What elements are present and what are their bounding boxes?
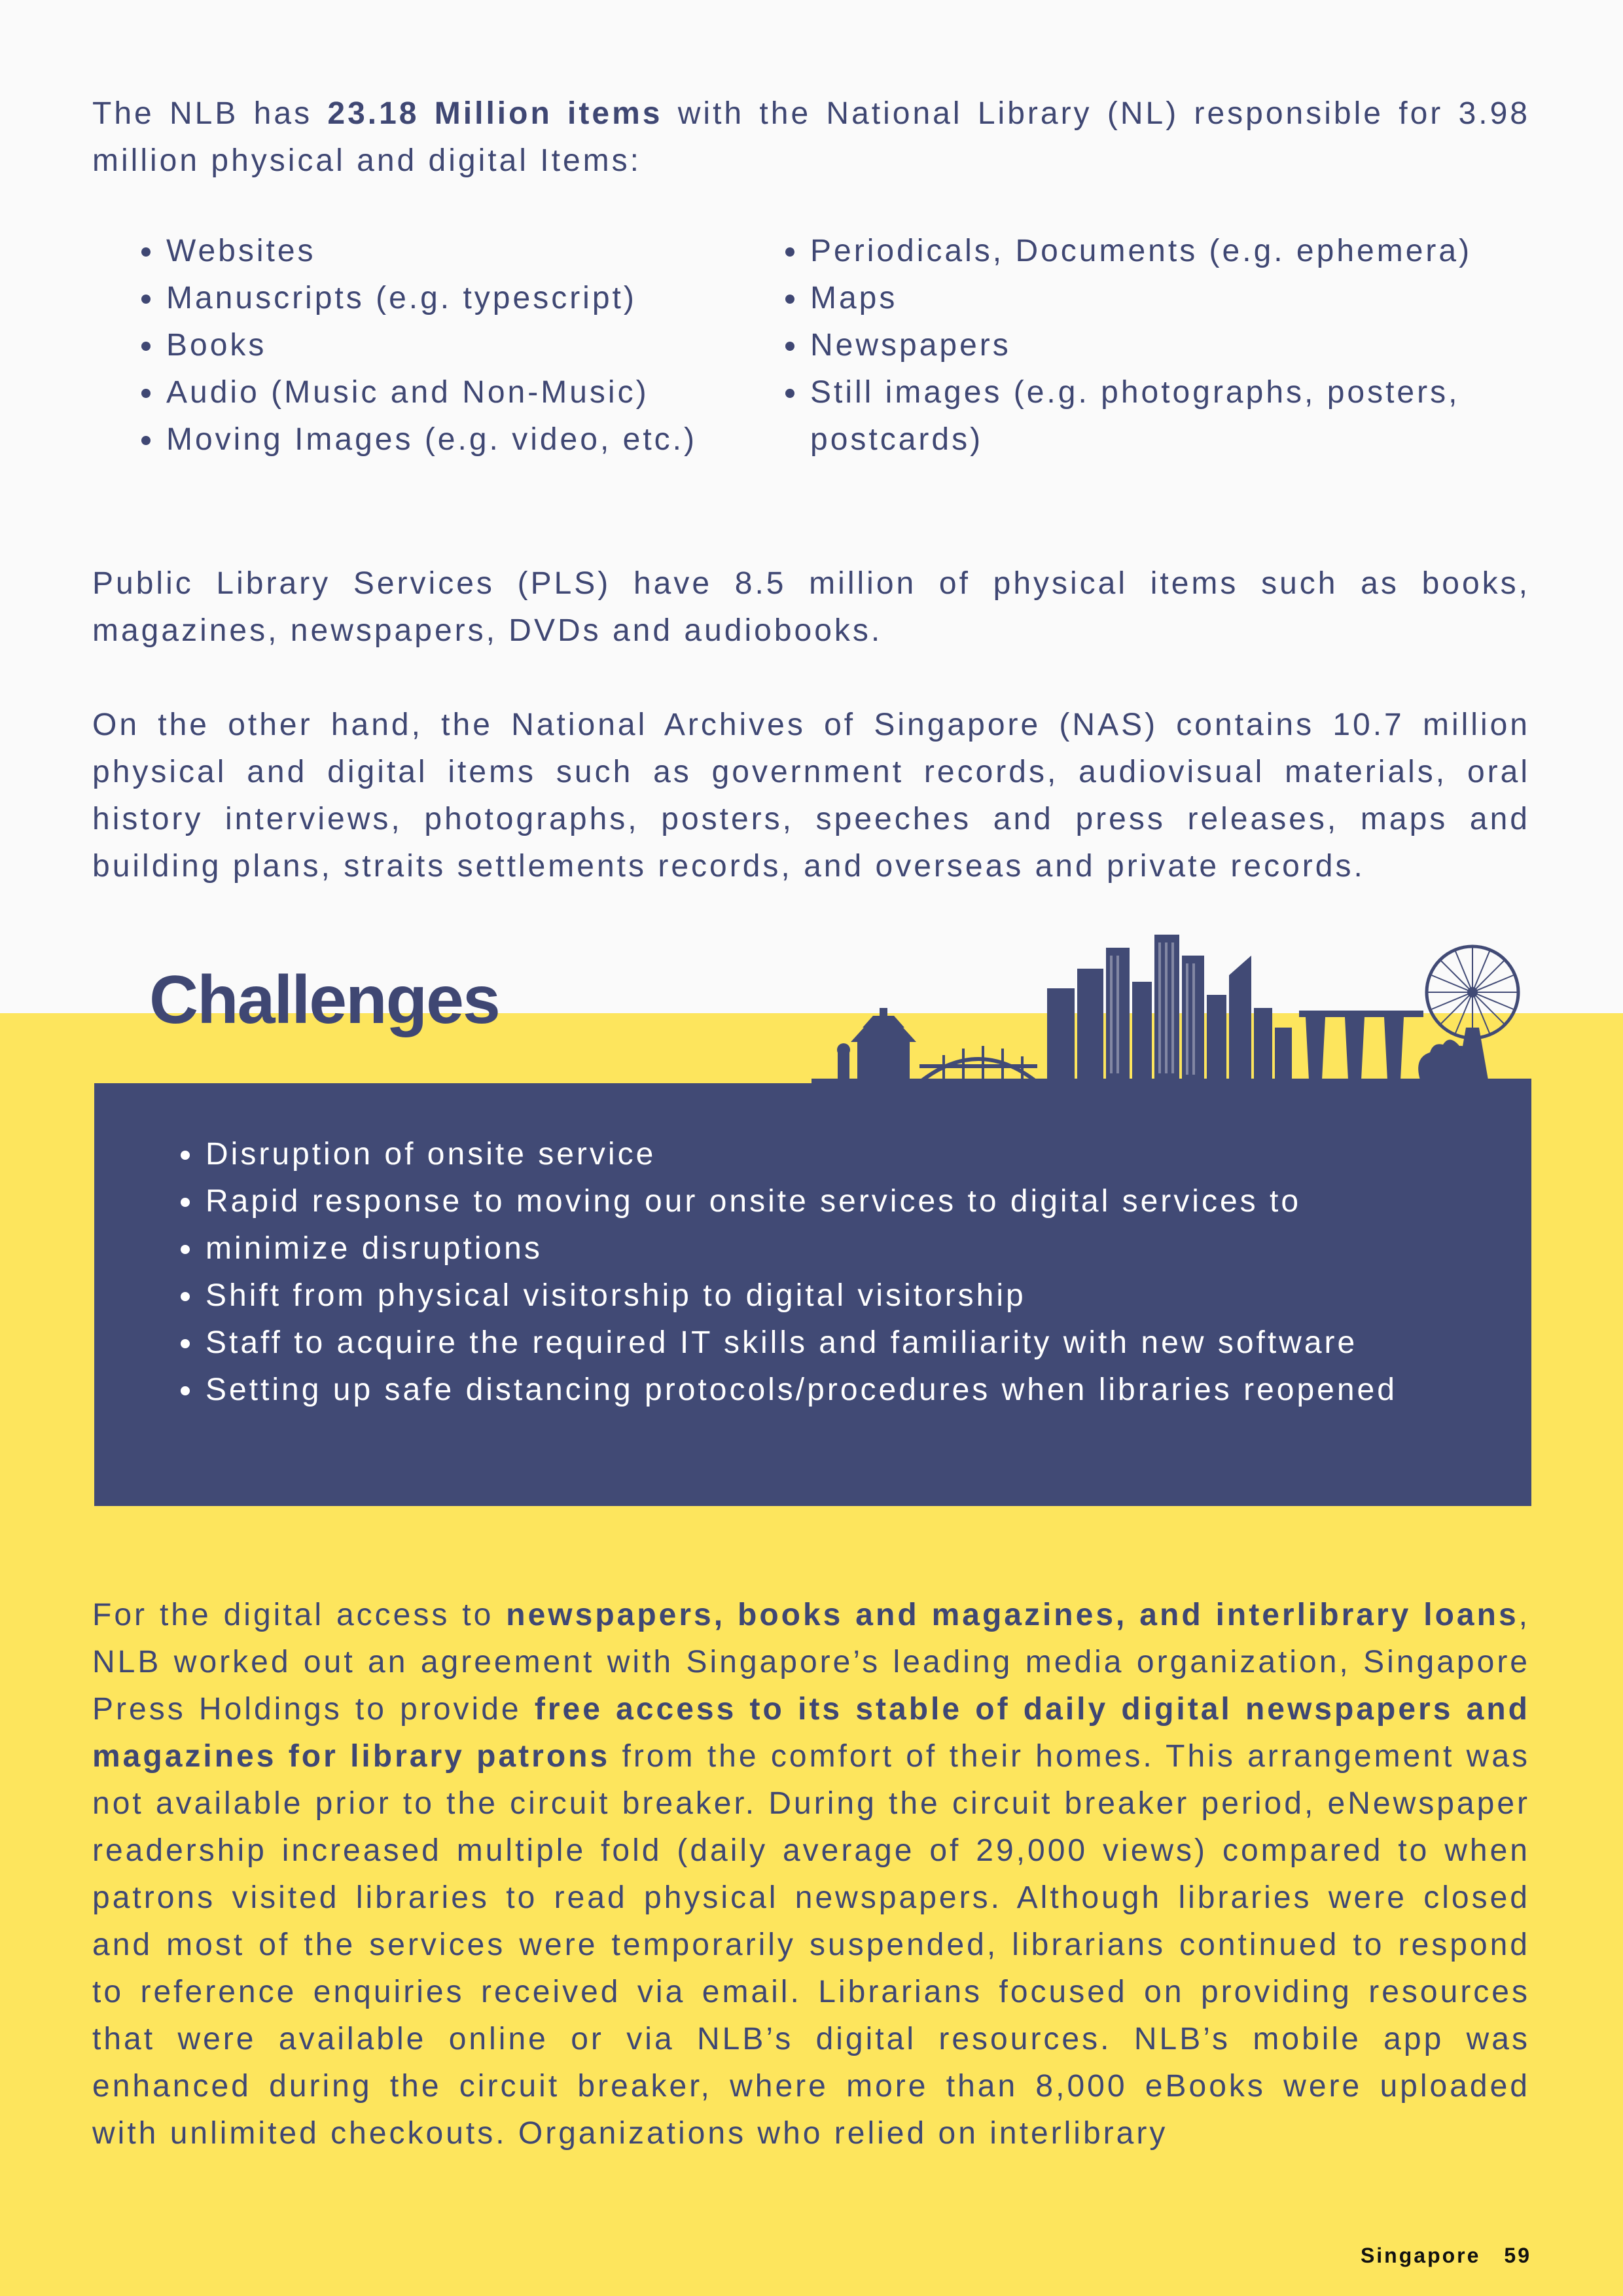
pls-paragraph: Public Library Services (PLS) have 8.5 million of physical items such as books, magazines, newspapers, DVDs and audiobooks.	[92, 566, 1530, 648]
list-item: Still images (e.g. photographs, posters, postcards)	[780, 369, 1533, 463]
list-item: Maps	[780, 275, 1533, 322]
list-item: Shift from physical visitorship to digital visitorship	[175, 1272, 1461, 1319]
list-item: Audio (Music and Non-Music)	[136, 369, 764, 416]
challenges-list	[175, 1131, 1461, 1414]
list-item: minimize disruptions	[175, 1225, 1461, 1272]
page-footer	[1335, 2244, 1531, 2268]
list-item: Books	[136, 322, 764, 369]
nl-items-right-list	[780, 228, 1533, 463]
singapore-skyline-illustration	[812, 929, 1531, 1086]
list-item: Rapid response to moving our onsite services to digital services to	[175, 1178, 1461, 1225]
list-item: Manuscripts (e.g. typescript)	[136, 275, 764, 322]
digital-access-paragraph: For the digital access to newspapers, books and magazines, and interlibrary loans, NLB worked out an agreement with Singapore’s leading media organization, Singapore Press Holdings to provide free access to its stable of daily digital newspapers and magazines for library patrons from the comfort of their homes. This arrangement was not available prior to the circuit breaker. During the circuit breaker period, eNewspaper readership increased multiple fold (daily average of 29,000 views) compared to when patrons visited libraries to read physical newspapers. Although libraries were closed and most of the services were temporarily suspended, librarians continued to respond to reference enquiries received via email. Librarians focused on providing resources that were available online or via NLB’s digital resources. NLB’s mobile app was enhanced during the circuit breaker, where more than 8,000 eBooks were uploaded with unlimited checkouts. Organizations who relied on interlibrary	[92, 1598, 1531, 2151]
list-item: Periodicals, Documents (e.g. ephemera)	[780, 228, 1533, 275]
list-item: Websites	[136, 228, 764, 275]
list-item: Setting up safe distancing protocols/procedures when libraries reopened	[175, 1367, 1461, 1414]
list-item: Disruption of onsite service	[175, 1131, 1461, 1178]
intro-paragraph: The NLB has 23.18 Million items with the National Library (NL) responsible for 3.98 million physical and digital Items:	[92, 96, 1530, 178]
footer-country: Singapore	[1360, 2244, 1481, 2267]
list-item: Staff to acquire the required IT skills and familiarity with new software	[175, 1319, 1461, 1367]
nl-items-left-list	[136, 228, 764, 463]
nas-paragraph: On the other hand, the National Archives of Singapore (NAS) contains 10.7 million physical and digital items such as government records, audiovisual materials, oral history interviews, photographs, posters, speeches and press releases, maps and building plans, straits settlements records, and overseas and private records.	[92, 708, 1530, 884]
list-item: Moving Images (e.g. video, etc.)	[136, 416, 764, 463]
list-item: Newspapers	[780, 322, 1533, 369]
challenges-heading: Challenges	[149, 962, 499, 1038]
page-number: 59	[1504, 2244, 1531, 2267]
